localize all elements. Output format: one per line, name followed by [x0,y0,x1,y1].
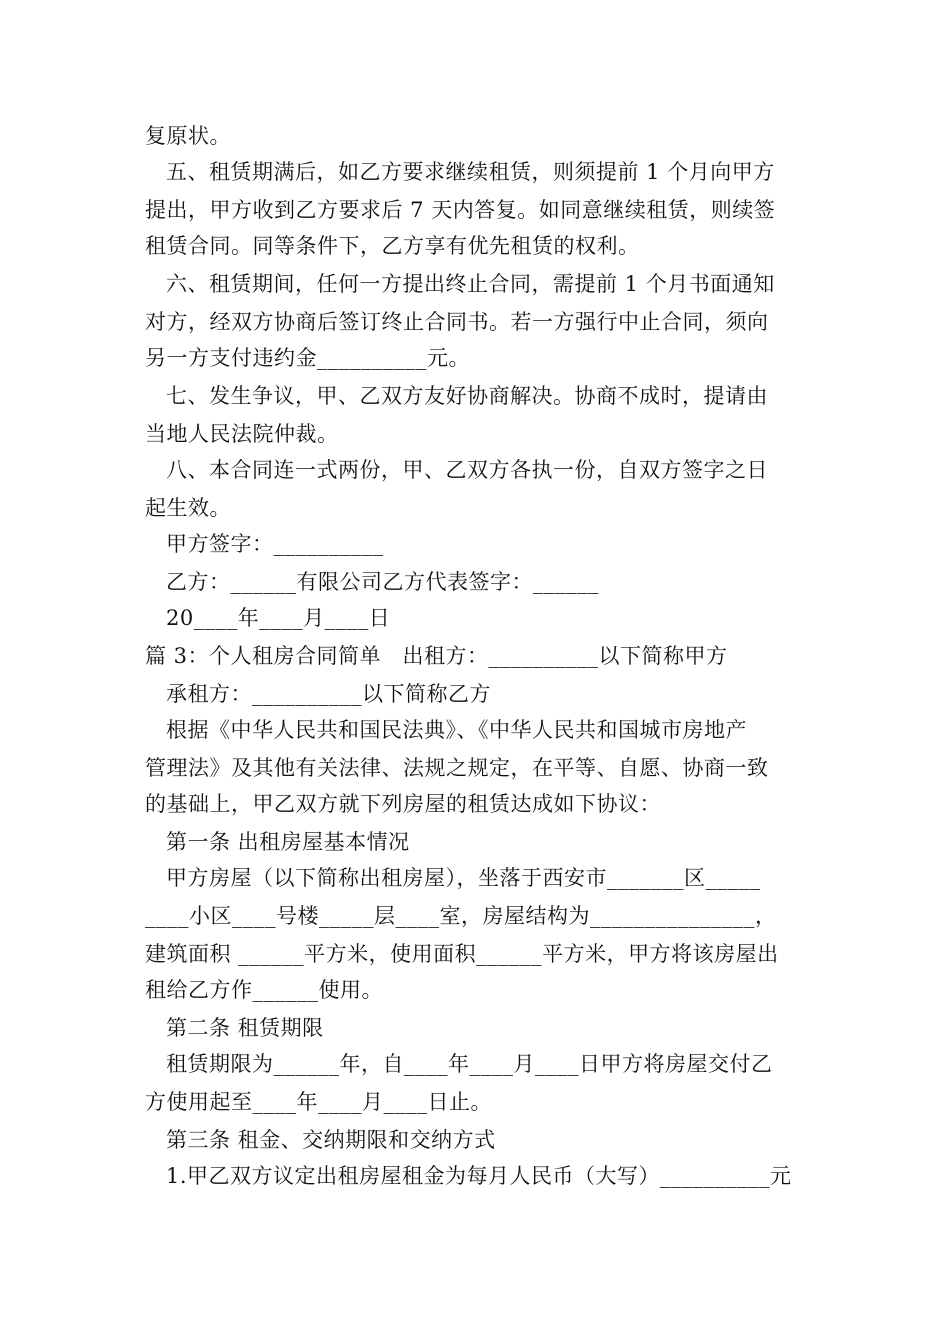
text-line: 六、租赁期间，任何一方提出终止合同，需提前 1 个月书面通知 [166,272,775,296]
text-line: 1.甲乙双方议定出租房屋租金为每月人民币（大写）__________元 [166,1164,792,1188]
text-line: 建筑面积 ______平方米，使用面积______平方米，甲方将该房屋出 [145,942,779,966]
date-line: 20____年____月____日 [166,606,391,630]
text-line: 租赁期限为______年，自____年____月____日甲方将房屋交付乙 [166,1052,773,1076]
text-line: 当地人民法院仲裁。 [145,422,339,446]
text-line: 提出，甲方收到乙方要求后 7 天内答复。如同意继续租赁，则续签 [145,198,776,222]
text-line: 八、本合同连一式两份，甲、乙双方各执一份，自双方签字之日 [166,458,768,482]
article-heading: 第一条 出租房屋基本情况 [166,830,410,854]
text-line: 甲方房屋（以下简称出租房屋），坐落于西安市_______区_____ [166,866,761,890]
text-line: 的基础上，甲乙双方就下列房屋的租赁达成如下协议： [145,792,661,816]
text-line: 五、租赁期满后，如乙方要求继续租赁，则须提前 1 个月向甲方 [166,160,775,184]
article-heading: 第二条 租赁期限 [166,1016,324,1040]
text-line: 对方，经双方协商后签订终止合同书。若一方强行中止合同，须向 [145,310,769,334]
text-line: 起生效。 [145,496,231,520]
text-line: 管理法》及其他有关法律、法规之规定，在平等、自愿、协商一致 [145,756,769,780]
article-heading: 第三条 租金、交纳期限和交纳方式 [166,1128,496,1152]
text-line: 七、发生争议，甲、乙双方友好协商解决。协商不成时，提请由 [166,384,768,408]
text-line: 承租方：__________以下简称乙方 [166,682,491,706]
text-line: 根据《中华人民共和国民法典》、《中华人民共和国城市房地产 [166,718,747,742]
signature-line: 甲方签字：__________ [166,532,384,556]
section-heading: 篇 3：个人租房合同简单 出租方：__________以下简称甲方 [145,644,728,668]
signature-line: 乙方：______有限公司乙方代表签字：______ [166,570,599,594]
text-line: ____小区____号楼_____层____室，房屋结构为_______________， [145,904,777,928]
text-line: 另一方支付违约金__________元。 [145,346,470,370]
text-line: 租赁合同。同等条件下，乙方享有优先租赁的权利。 [145,234,640,258]
text-line: 方使用起至____年____月____日止。 [145,1090,492,1114]
text-line: 租给乙方作______使用。 [145,978,383,1002]
text-line: 复原状。 [145,124,231,148]
